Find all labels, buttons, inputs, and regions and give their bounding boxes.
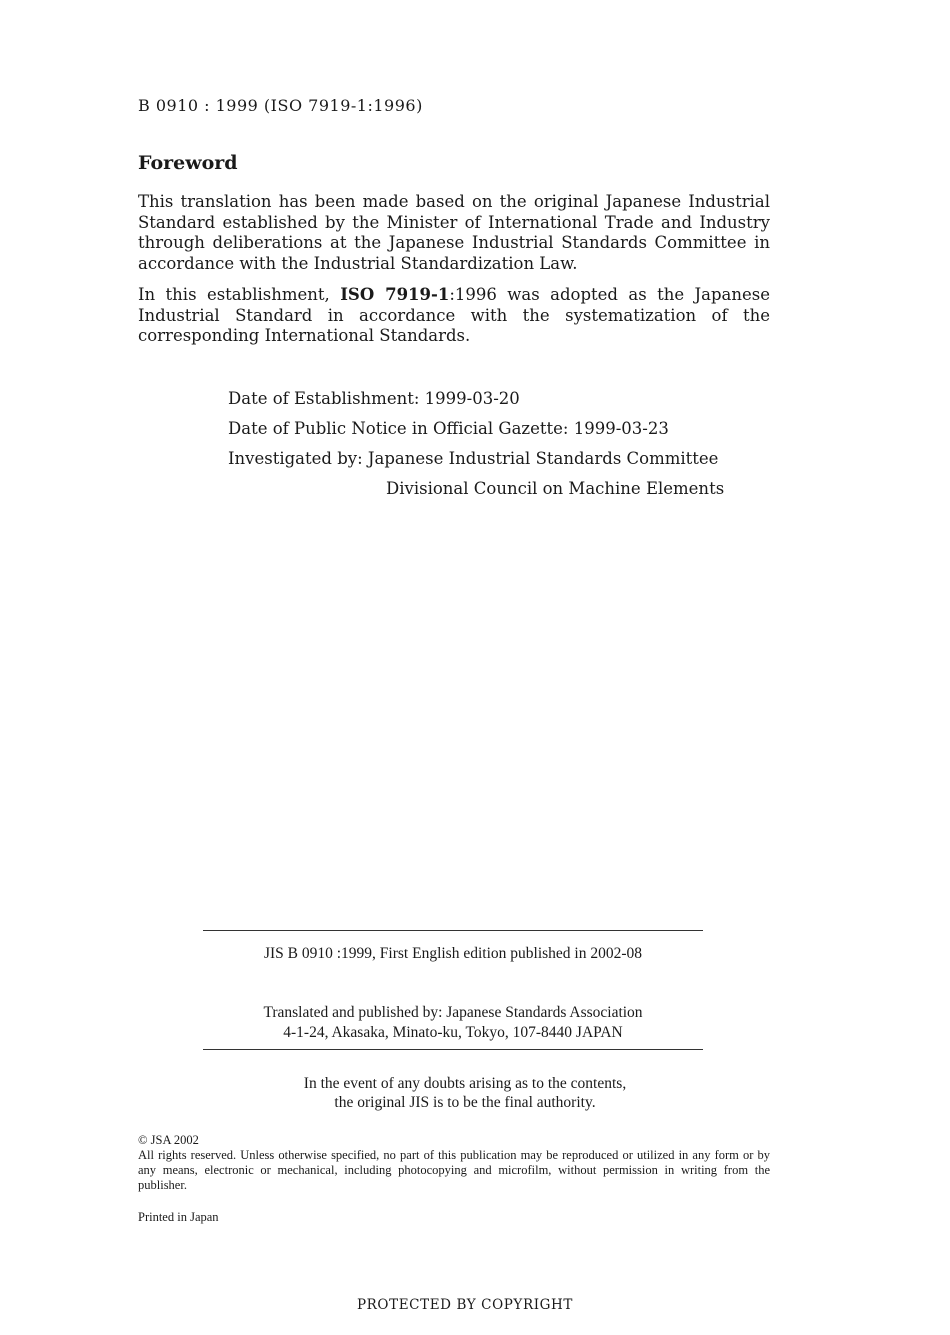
printed-in: Printed in Japan — [138, 1210, 219, 1224]
authority-notice-line-1: In the event of any doubts arising as to the contents, — [303, 1075, 627, 1092]
protected-by-copyright: PROTECTED BY COPYRIGHT — [356, 1297, 574, 1313]
date-of-public-notice: Date of Public Notice in Official Gazette: 1999-03-23 — [228, 419, 669, 438]
investigated-by: Investigated by: Japanese Industrial Standards Committee — [228, 449, 719, 468]
dates-block — [228, 384, 724, 504]
translated-by-line: Translated and published by: Japanese Standards Association — [263, 1004, 643, 1021]
top-divider — [203, 930, 703, 931]
edition-line: JIS B 0910 :1999, First English edition published in 2002-08 — [263, 945, 643, 962]
standard-reference: B 0910 : 1999 (ISO 7919-1:1996) — [138, 96, 423, 115]
copyright-block — [138, 1133, 770, 1193]
foreword-paragraph-2 — [138, 285, 770, 347]
date-of-establishment: Date of Establishment: 1999-03-20 — [228, 389, 520, 408]
paragraph-2-suffix: :1996 was adopted as the Japanese Industrial Standard in accordance with the systematization of the corresponding International Standards. — [138, 285, 770, 346]
copyright-holder: © JSA 2002 — [138, 1133, 199, 1147]
publication-block — [203, 930, 703, 1050]
bottom-divider — [203, 1049, 703, 1050]
foreword-paragraph-1: This translation has been made based on the original Japanese Industrial Standard established by the Minister of International Trade and Industry through deliberations at the Japanese Industrial Standards Committee in accordance with the Industrial Standardization Law. — [138, 192, 770, 273]
paragraph-2-prefix: In this establishment, — [138, 285, 341, 304]
publisher-address: 4-1-24, Akasaka, Minato-ku, Tokyo, 107-8440 JAPAN — [283, 1024, 623, 1041]
authority-notice — [138, 1074, 792, 1112]
rights-statement: All rights reserved. Unless otherwise specified, no part of this publication may be reproduced or utilized in any form or by any means, electronic or mechanical, including photocopying and microfilm, without permission in writing from the publisher. — [138, 1148, 770, 1192]
authority-notice-line-2: the original JIS is to be the final authority. — [334, 1094, 596, 1111]
foreword-heading: Foreword — [138, 152, 238, 174]
divisional-council: Divisional Council on Machine Elements — [386, 479, 725, 498]
translated-by-block — [203, 1003, 703, 1043]
iso-reference-bold: ISO 7919-1 — [340, 285, 450, 304]
